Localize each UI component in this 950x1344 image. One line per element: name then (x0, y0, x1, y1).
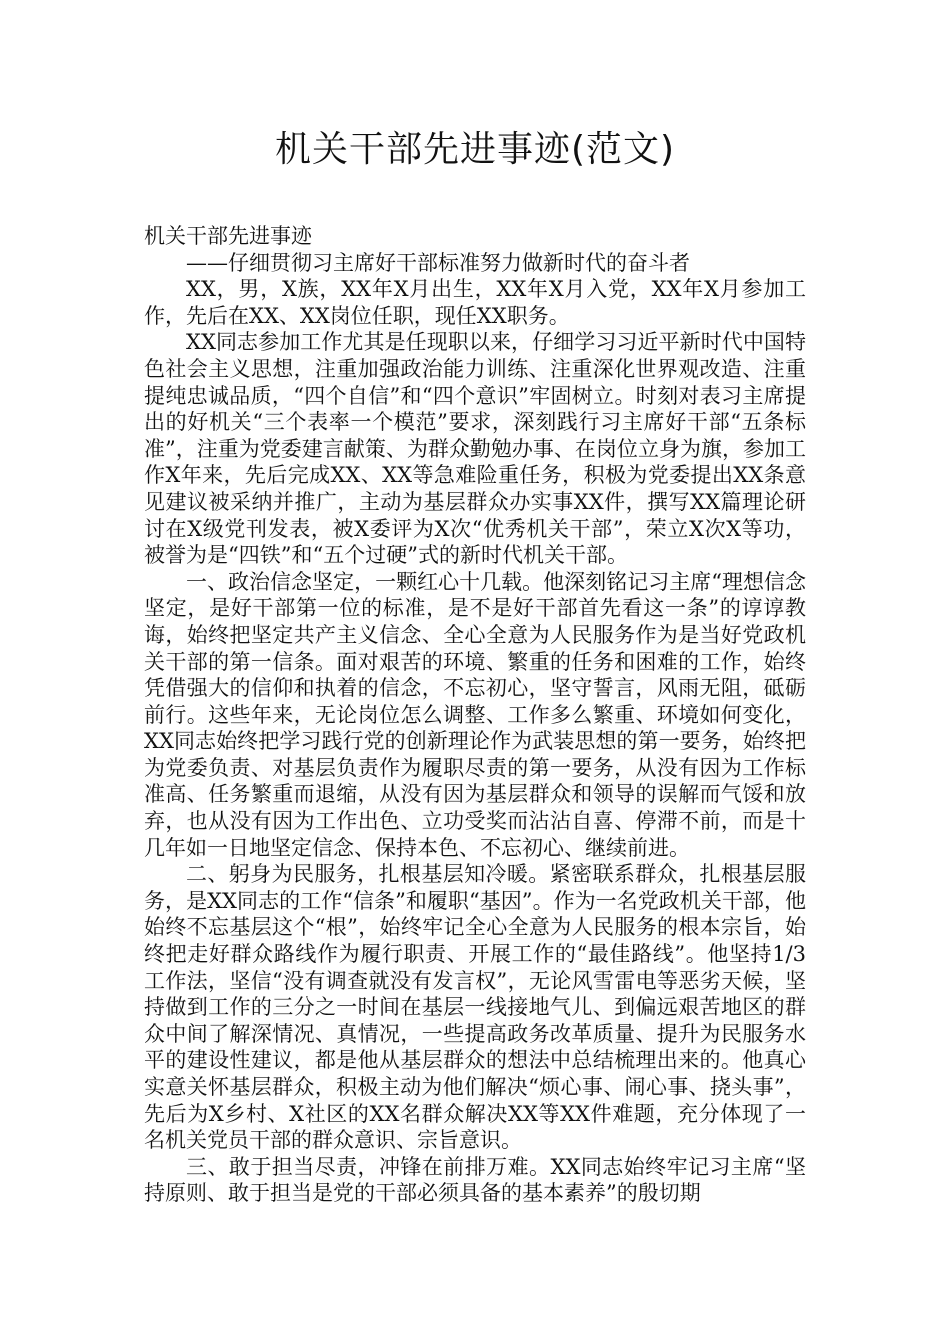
document-heading: 机关干部先进事迹 (144, 224, 312, 248)
paragraph-section-1: 一、政治信念坚定，一颗红心十几载。他深刻铭记习主席“理想信念坚定，是好干部第一位的标准，是不是好干部首先看这一条”的谆谆教诲，始终把坚定共产主义信念、全心全意为人民服务作为是当好党政机关干部的第一信条。面对艰苦的环境、繁重的任务和困难的工作，始终凭借强大的信仰和执着的信念，不忘初心，坚守誓言，风雨无阻，砥砺前行。这些年来，无论岗位怎么调整、工作多么繁重、环境如何变化，XX同志始终把学习践行党的创新理论作为武装思想的第一要务，始终把为党委负责、对基层负责作为履职尽责的第一要务，从没有因为工作标准高、任务繁重而退缩，从没有因为基层群众和领导的误解而气馁和放弃，也从没有因为工作出色、立功受奖而沾沾自喜、停滞不前，而是十几年如一日地坚定信念、保持本色、不忘初心、继续前进。 (144, 569, 806, 860)
paragraph-section-2: 二、躬身为民服务，扎根基层知冷暖。紧密联系群众，扎根基层服务，是XX同志的工作“信条”和履职“基因”。作为一名党政机关干部，他始终不忘基层这个“根”，始终牢记全心全意为人民服务的根本宗旨，始终把走好群众路线作为履行职责、开展工作的“最佳路线”。他坚持1/3工作法，坚信“没有调查就没有发言权”，无论风雪雷电等恶劣天候，坚持做到工作的三分之一时间在基层一线接地气儿、到偏远艰苦地区的群众中间了解深情况、真情况，一些提高政务改革质量、提升为民服务水平的建设性建议，都是他从基层群众的想法中总结梳理出来的。他真心实意关怀基层群众，积极主动为他们解决“烦心事、闹心事、挠头事”，先后为X乡村、X社区的XX名群众解决XX等XX件难题，充分体现了一名机关党员干部的群众意识、宗旨意识。 (144, 862, 806, 1153)
document-title: 机关干部先进事迹(范文) (274, 129, 676, 170)
paragraph-summary: XX同志参加工作尤其是任现职以来，仔细学习习近平新时代中国特色社会主义思想，注重加强政治能力训练、注重深化世界观改造、注重提纯忠诚品质，“四个自信”和“四个意识”牢固树立。时刻对表习主席提出的好机关“三个表率一个模范”要求，深刻践行习主席好干部“五条标准”，注重为党委建言献策、为群众勤勉办事、在岗位立身为旗，参加工作X年来，先后完成XX、XX等急难险重任务，积极为党委提出XX条意见建议被采纳并推广，主动为基层群众办实事XX件，撰写XX篇理论研讨在X级党刊发表，被X委评为X次“优秀机关干部”，荣立X次X等功，被誉为是“四铁”和“五个过硬”式的新时代机关干部。 (144, 330, 806, 568)
document-subtitle: ——仔细贯彻习主席好干部标准努力做新时代的奋斗者 (186, 250, 690, 275)
document-body (144, 223, 806, 1207)
paragraph-intro: XX，男，X族，XX年X月出生，XX年X月入党，XX年X月参加工作，先后在XX、XX岗位任职，现任XX职务。 (144, 277, 806, 328)
paragraph-section-3: 三、敢于担当尽责，冲锋在前排万难。XX同志始终牢记习主席“坚持原则、敢于担当是党的干部必须具备的基本素养”的殷切期 (144, 1154, 806, 1206)
